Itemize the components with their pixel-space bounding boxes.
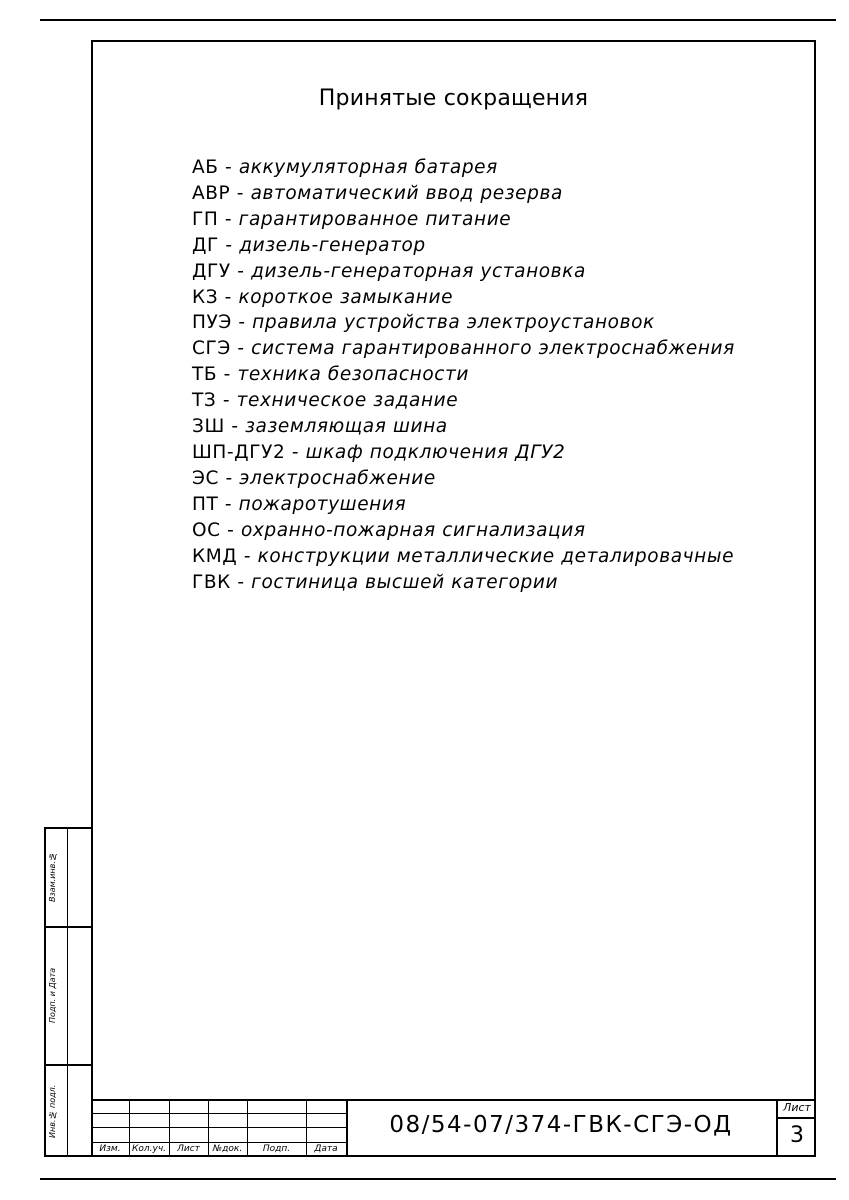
abbreviation-item: ПТ - пожаротушения	[192, 493, 407, 515]
abbreviation-item: КЗ - короткое замыкание	[192, 286, 454, 308]
abbreviation-code: КЗ	[192, 286, 219, 308]
sheet-number: 3	[790, 1123, 804, 1148]
abbreviation-definition: автоматический ввод резерва	[250, 182, 563, 204]
document-code: 08/54-07/374-ГВК-СГЭ-ОД	[389, 1112, 733, 1138]
abbreviation-definition: охранно-пожарная сигнализация	[240, 519, 586, 541]
abbreviation-code: ГП	[192, 208, 219, 230]
side-stamp-row-divider	[46, 926, 93, 928]
revision-table-header: Изм.	[99, 1144, 121, 1154]
abbreviation-item: ШП-ДГУ2 - шкаф подключения ДГУ2	[192, 441, 566, 463]
abbreviation-item: АБ - аккумуляторная батарея	[192, 157, 498, 178]
side-stamp-inv-podl: Инв.№ подл.	[48, 1084, 57, 1138]
abbreviation-definition: гостиница высшей категории	[251, 571, 559, 593]
side-stamp-vzam-inv: Взам.инв.№	[48, 852, 57, 903]
abbreviation-definition: дизель-генераторная установка	[251, 260, 586, 282]
abbreviation-definition: заземляющая шина	[245, 416, 448, 438]
abbreviation-item: ДГУ - дизель-генераторная установка	[192, 260, 586, 282]
abbreviation-item: ТБ - техника безопасности	[192, 364, 470, 386]
abbreviation-item: ЗШ - заземляющая шина	[192, 416, 448, 438]
abbreviation-definition: дизель-генератор	[239, 234, 426, 256]
abbreviation-item: АВР - автоматический ввод резерва	[192, 182, 563, 204]
abbreviation-definition: электроснабжение	[239, 467, 436, 489]
abbreviation-code: ГВК	[192, 571, 231, 593]
abbreviation-definition: правила устройства электроустановок	[252, 312, 655, 334]
abbreviation-definition: техническое задание	[236, 390, 459, 412]
abbreviation-code: ПУЭ	[192, 312, 232, 334]
sheet-divider	[778, 1117, 816, 1119]
abbreviation-code: АБ	[192, 157, 219, 178]
side-stamp	[44, 827, 93, 1157]
abbreviation-code: ОС	[192, 519, 221, 541]
abbreviation-item: ЭС - электроснабжение	[192, 467, 436, 489]
abbreviation-item: СГЭ - система гарантированного электроснабжения	[192, 338, 735, 360]
page-title: Принятые сокращения	[318, 86, 589, 111]
abbreviation-code: ДГ	[192, 234, 219, 256]
abbreviation-definition: система гарантированного электроснабжения	[251, 338, 735, 360]
abbreviation-definition: конструкции металлические деталировачные	[257, 545, 735, 567]
abbreviation-item: ПУЭ - правила устройства электроустановок	[192, 312, 655, 334]
abbreviation-item: ГП - гарантированное питание	[192, 208, 512, 230]
abbreviation-definition: гарантированное питание	[238, 208, 512, 230]
sheet-label: Лист	[783, 1101, 811, 1114]
abbreviation-code: СГЭ	[192, 338, 231, 360]
abbreviation-code: ПТ	[192, 493, 219, 515]
abbreviation-item: ДГ - дизель-генератор	[192, 234, 426, 256]
abbreviation-item: ОС - охранно-пожарная сигнализация	[192, 519, 586, 541]
abbreviation-code: ТЗ	[192, 390, 217, 412]
abbreviation-code: КМД	[192, 545, 238, 567]
sheet-box	[776, 1099, 816, 1157]
revision-table-header: Подп.	[262, 1144, 291, 1154]
revision-table-header: Кол.уч.	[131, 1144, 166, 1154]
abbreviation-definition: пожаротушения	[238, 493, 407, 515]
abbreviation-code: ДГУ	[192, 260, 231, 282]
abbreviation-item: ТЗ - техническое задание	[192, 390, 459, 412]
abbreviation-code: ЭС	[192, 467, 220, 489]
abbreviation-list	[192, 155, 735, 595]
top-page-line	[40, 19, 836, 21]
revision-table-header: Дата	[314, 1144, 338, 1154]
abbreviation-code: ЗШ	[192, 416, 225, 438]
abbreviation-item: КМД - конструкции металлические деталировачные	[192, 545, 735, 567]
abbreviation-code: ТБ	[192, 364, 218, 386]
side-stamp-column-divider	[67, 829, 68, 1155]
abbreviation-definition: короткое замыкание	[238, 286, 454, 308]
abbreviation-code: АВР	[192, 182, 231, 204]
revision-table-header: Лист	[177, 1144, 200, 1154]
abbreviation-definition: техника безопасности	[237, 364, 470, 386]
abbreviation-definition: аккумуляторная батарея	[238, 157, 498, 178]
revision-table	[91, 1099, 346, 1157]
abbreviation-definition: шкаф подключения ДГУ2	[305, 441, 566, 463]
abbreviation-code: ШП-ДГУ2	[192, 441, 286, 463]
side-stamp-row-divider	[46, 1064, 93, 1066]
bottom-page-line	[40, 1178, 836, 1180]
side-stamp-podp-data: Подп. и Дата	[48, 967, 57, 1024]
abbreviation-item: ГВК - гостиница высшей категории	[192, 571, 559, 593]
revision-table-header: №док.	[212, 1144, 243, 1154]
